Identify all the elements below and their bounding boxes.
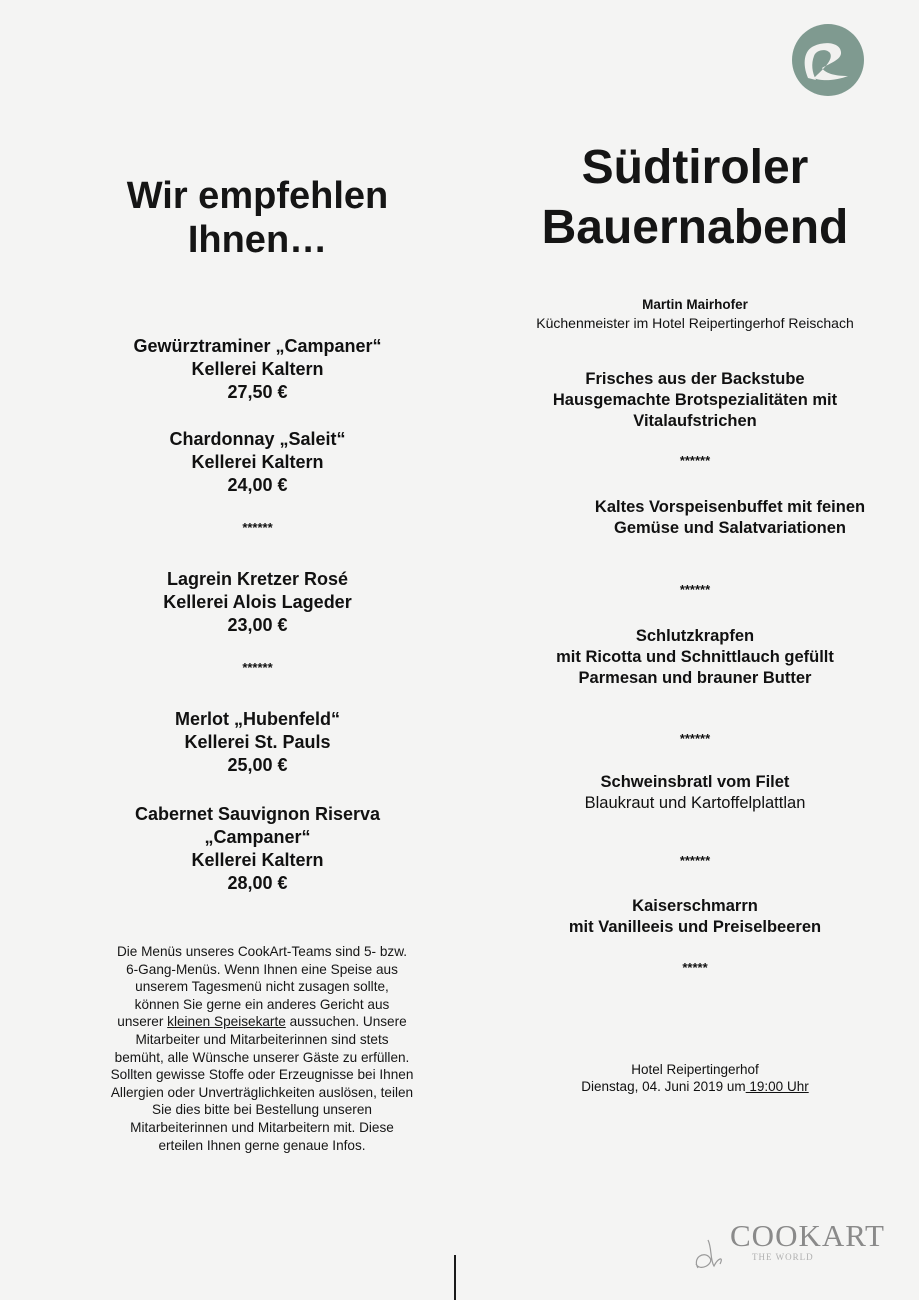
- course-item: [495, 772, 895, 814]
- event-title-line2: Bauernabend: [541, 201, 849, 254]
- course-desc: Hausgemachte Brotspezialitäten mit: [552, 391, 838, 409]
- notice-line: [72, 1013, 452, 1031]
- wine-winery: Kellerei Kaltern: [191, 359, 324, 379]
- separator: ******: [679, 853, 711, 868]
- wine-item: [60, 568, 455, 637]
- chef-role: Küchenmeister im Hotel Reipertingerhof Reischach: [536, 315, 854, 331]
- notice-line: Sollten gewisse Stoffe oder Erzeugnisse bei Ihnen: [110, 1067, 414, 1083]
- course-title: Kaiserschmarrn: [632, 897, 758, 915]
- signature-icon: [690, 1228, 730, 1278]
- hotel-logo: [792, 24, 864, 96]
- course-title: Schweinsbratl vom Filet: [600, 773, 790, 791]
- event-title-line1: Südtiroler: [581, 141, 809, 194]
- course-item: [530, 497, 919, 539]
- wine-name: Chardonnay „Saleit“: [169, 429, 346, 449]
- separator: ******: [679, 453, 711, 468]
- separator: ******: [242, 520, 273, 535]
- wine-price: 23,00 €: [227, 615, 288, 635]
- wine-price: 25,00 €: [227, 755, 288, 775]
- notice-line: können Sie gerne ein anderes Gericht aus: [134, 996, 390, 1012]
- event-date-text: Dienstag, 04. Juni 2019 um: [581, 1079, 746, 1094]
- notice-line: erteilen Ihnen gerne genaue Infos.: [158, 1137, 366, 1153]
- wine-item: [60, 708, 455, 777]
- event-date: [495, 1078, 895, 1095]
- notice-line: bemüht, alle Wünsche unserer Gäste zu erfüllen.: [114, 1049, 410, 1065]
- wine-item: [60, 803, 455, 895]
- wine-name: Merlot „Hubenfeld“: [175, 709, 340, 729]
- event-title: [495, 138, 895, 258]
- wine-item: [60, 428, 455, 497]
- wine-name-line2: „Campaner“: [204, 827, 311, 847]
- course-desc: Vitalaufstrichen: [633, 412, 757, 430]
- separator: ******: [242, 660, 273, 675]
- notice-line: Allergien oder Unverträglichkeiten auslösen, teilen: [110, 1084, 414, 1100]
- course-title: Frisches aus der Backstube: [585, 370, 805, 388]
- course-desc: Gemüse und Salatvariationen: [614, 519, 846, 537]
- notice-line: Mitarbeiter und Mitarbeiterinnen sind stets: [135, 1031, 389, 1047]
- chef-name: Martin Mairhofer: [642, 297, 748, 312]
- notice-line: Mitarbeiterinnen und Mitarbeitern mit. Diese: [130, 1119, 394, 1135]
- course-desc: mit Vanilleeis und Preiselbeeren: [568, 918, 822, 936]
- course-desc: Parmesan und brauner Butter: [578, 669, 812, 687]
- notice-line: 6-Gang-Menüs. Wenn Ihnen eine Speise aus: [126, 961, 398, 977]
- fold-mark: [454, 1255, 456, 1300]
- wine-price: 24,00 €: [227, 475, 288, 495]
- wine-item: [60, 335, 455, 404]
- wine-winery: Kellerei Kaltern: [191, 850, 324, 870]
- course-title: Schlutzkrapfen: [635, 627, 755, 645]
- wine-name: Cabernet Sauvignon Riserva: [134, 804, 381, 824]
- wine-name: Lagrein Kretzer Rosé: [166, 569, 349, 589]
- separator: ******: [679, 582, 711, 597]
- venue: Hotel Reipertingerhof: [631, 1062, 759, 1077]
- notice-line: Die Menüs unseres CookArt-Teams sind 5- bzw.: [116, 944, 408, 959]
- notice-line: Sie dies bitte bei Bestellung unseren: [152, 1102, 372, 1118]
- wine-winery: Kellerei St. Pauls: [184, 732, 331, 752]
- r-circle-logo-icon: [792, 24, 864, 96]
- separator: ******: [679, 731, 711, 746]
- wine-price: 28,00 €: [227, 873, 288, 893]
- wine-name: Gewürztraminer „Campaner“: [133, 336, 382, 356]
- cookart-wordmark: COOKART: [730, 1218, 885, 1253]
- course-item: [495, 896, 895, 938]
- recommend-title: [60, 174, 455, 262]
- menu-notice: [72, 943, 452, 1154]
- course-desc: Blaukraut und Kartoffelplattlan: [584, 794, 806, 812]
- small-menu-link: kleinen Speisekarte: [167, 1014, 286, 1030]
- event-time: 19:00 Uhr: [745, 1079, 809, 1094]
- wine-winery: Kellerei Kaltern: [191, 452, 324, 472]
- recommend-title-line2: Ihnen…: [187, 219, 328, 261]
- course-title: Kaltes Vorspeisenbuffet mit feinen: [594, 498, 866, 516]
- course-item: [495, 626, 895, 689]
- wine-winery: Kellerei Alois Lageder: [163, 592, 352, 612]
- course-item: [495, 369, 895, 432]
- cookart-tagline: THE WORLD: [752, 1252, 814, 1262]
- cookart-logo: [690, 1218, 900, 1278]
- course-desc: mit Ricotta und Schnittlauch gefüllt: [556, 648, 834, 666]
- notice-text: aussuchen. Unsere: [285, 1014, 407, 1030]
- notice-line: unserem Tagesmenü nicht zusagen sollte,: [135, 979, 389, 995]
- separator: *****: [682, 960, 708, 975]
- notice-text: unserer: [117, 1014, 168, 1030]
- wine-price: 27,50 €: [227, 382, 288, 402]
- recommend-title-line1: Wir empfehlen: [126, 175, 389, 217]
